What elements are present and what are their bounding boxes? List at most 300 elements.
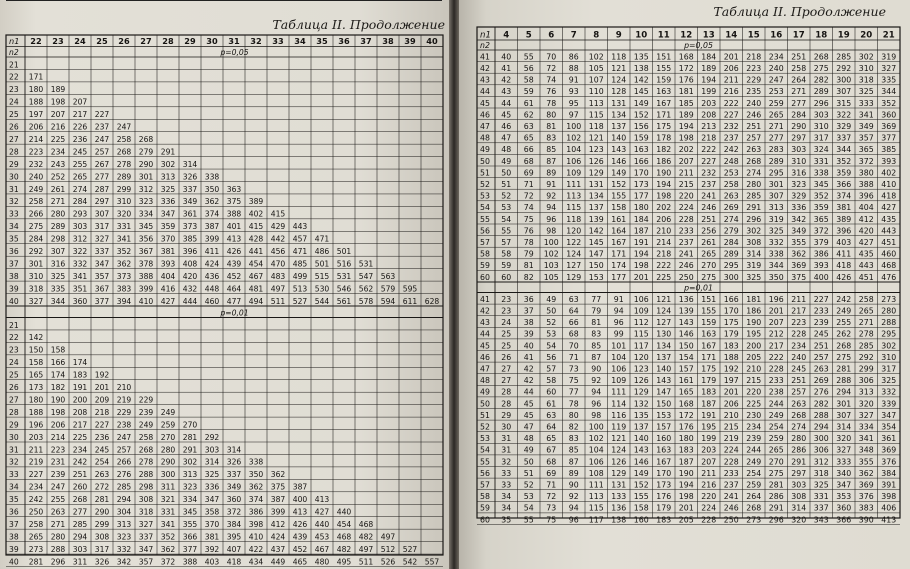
table-cell: 200: [746, 341, 762, 351]
column-header: 7: [570, 30, 577, 41]
table-cell: 339: [881, 399, 897, 409]
table-cell: 96: [613, 318, 624, 328]
table-cell: 237: [678, 238, 694, 247]
table-cell: 44: [501, 98, 512, 108]
table-cell: 310: [813, 122, 829, 131]
table-cell: 325: [160, 184, 176, 194]
table-cell: 389: [836, 214, 852, 224]
table-cell: 250: [678, 272, 694, 282]
table-cell: 389: [248, 197, 264, 207]
table-cell: 355: [858, 457, 874, 467]
table-cell: 429: [270, 222, 286, 232]
table-cell: 208: [701, 110, 717, 120]
table-cell: 410: [138, 296, 154, 306]
table-cell: 246: [746, 110, 762, 120]
row-label: 58: [480, 249, 490, 259]
table-cell: 240: [791, 352, 807, 362]
table-cell: 229: [746, 75, 762, 85]
table-cell: 412: [270, 519, 286, 529]
table-cell: 167: [656, 98, 672, 108]
table-cell: 374: [204, 209, 220, 219]
table-cell: 370: [160, 234, 176, 244]
table-cell: 60: [501, 272, 512, 282]
row-label: 56: [480, 226, 490, 236]
table-cell: 140: [633, 434, 649, 444]
table-cell: 242: [723, 145, 739, 155]
column-header: 12: [680, 30, 693, 41]
table-cell: 129: [633, 387, 649, 397]
table-cell: 173: [633, 180, 649, 189]
table-cell: 258: [28, 519, 44, 529]
table-cell: 199: [701, 87, 717, 97]
table-cell: 337: [182, 184, 198, 194]
table-cell: 211: [678, 168, 694, 178]
table-cell: 207: [701, 457, 717, 467]
table-cell: 307: [50, 247, 66, 256]
table-cell: 87: [568, 457, 579, 467]
table-cell: 327: [858, 410, 874, 420]
table-cell: 201: [94, 383, 110, 392]
table-cell: 263: [746, 145, 762, 155]
table-cell: 278: [138, 457, 154, 467]
table-cell: 185: [678, 98, 694, 108]
table-cell: 28: [501, 387, 512, 397]
table-cell: 261: [701, 238, 717, 247]
table-cell: 276: [116, 470, 132, 480]
row-label: 47: [480, 122, 490, 131]
table-cell: 406: [881, 503, 897, 513]
table-cell: 71: [568, 352, 579, 362]
table-cell: 109: [633, 306, 649, 316]
table-cell: 388: [138, 271, 154, 281]
table-cell: 249: [28, 184, 44, 194]
table-cell: 210: [723, 410, 739, 420]
table-cell: 118: [588, 122, 604, 131]
table-cell: 197: [723, 376, 739, 386]
table-cell: 294: [813, 422, 829, 432]
table-cell: 267: [94, 159, 110, 169]
table-cell: 194: [678, 480, 694, 490]
table-cell: 360: [881, 110, 897, 120]
table-cell: 123: [588, 145, 604, 155]
table-cell: 85: [568, 445, 579, 455]
table-cell: 55: [523, 515, 534, 525]
table-cell: 131: [611, 480, 627, 490]
table-cell: 112: [633, 318, 649, 328]
column-header: 4: [503, 30, 510, 41]
table-cell: 50: [501, 168, 512, 178]
table-cell: 342: [116, 557, 132, 567]
table-cell: 66: [523, 145, 534, 155]
table-cell: 48: [523, 434, 534, 444]
table-cell: 338: [248, 457, 264, 467]
table-cell: 73: [568, 364, 579, 374]
table-cell: 331: [160, 507, 176, 517]
table-cell: 29: [501, 410, 512, 420]
table-cell: 363: [226, 184, 242, 194]
table-cell: 381: [160, 247, 176, 256]
table-cell: 410: [248, 532, 264, 542]
table-cell: 381: [204, 532, 220, 542]
table-cell: 465: [292, 557, 308, 567]
table-cell: 150: [678, 341, 694, 351]
table-cell: 443: [881, 226, 897, 236]
table-cell: 205: [746, 352, 762, 362]
table-cell: 291: [160, 147, 176, 157]
table-cell: 290: [791, 122, 807, 131]
table-cell: 222: [768, 352, 784, 362]
table-cell: 388: [182, 557, 198, 567]
row-label: 27: [9, 395, 19, 405]
table-cell: 65: [523, 133, 534, 143]
table-cell: 68: [523, 156, 534, 166]
table-cell: 301: [138, 172, 154, 182]
table-cell: 452: [226, 271, 242, 281]
row-label: 30: [9, 432, 19, 442]
table-cell: 143: [678, 318, 694, 328]
table-cell: 278: [858, 329, 874, 339]
table-cell: 165: [678, 387, 694, 397]
table-cell: 38: [523, 318, 534, 328]
row-label: 50: [480, 156, 490, 166]
table-cell: 308: [94, 532, 110, 542]
table-cell: 427: [858, 238, 874, 247]
table-cell: 385: [182, 234, 198, 244]
table-cell: 135: [633, 410, 649, 420]
table-cell: 236: [72, 134, 88, 144]
table-cell: 420: [858, 226, 874, 236]
table-cell: 238: [116, 420, 132, 430]
table-cell: 387: [292, 482, 308, 492]
table-cell: 64: [546, 422, 557, 432]
table-cell: 241: [701, 191, 717, 201]
table-cell: 482: [336, 544, 352, 554]
row-label: 54: [480, 445, 490, 455]
table-cell: 325: [858, 87, 874, 97]
table-cell: 355: [182, 519, 198, 529]
table-cell: 294: [72, 532, 88, 542]
table-cell: 366: [836, 515, 852, 525]
table-cell: 454: [248, 259, 264, 269]
table-cell: 235: [746, 87, 762, 97]
table-cell: 377: [881, 133, 897, 143]
table-cell: 30: [501, 422, 512, 432]
table-cell: 418: [226, 557, 242, 567]
right-table-caption: Таблица II. Продолжение: [713, 4, 886, 19]
table-cell: 58: [546, 376, 557, 386]
table-cell: 227: [813, 294, 829, 304]
table-cell: 23: [501, 306, 512, 316]
table-cell: 171: [611, 249, 627, 259]
table-cell: 34: [501, 492, 512, 502]
table-cell: 329: [836, 122, 852, 131]
table-cell: 248: [723, 156, 739, 166]
table-cell: 314: [836, 422, 852, 432]
table-cell: 47: [501, 133, 512, 143]
column-header: 35: [316, 36, 328, 46]
table-cell: 187: [701, 399, 717, 409]
table-cell: 336: [160, 197, 176, 207]
row-label: 38: [9, 271, 19, 281]
table-cell: 167: [656, 457, 672, 467]
table-cell: 181: [678, 87, 694, 97]
table-cell: 207: [768, 318, 784, 328]
table-cell: 292: [204, 432, 220, 442]
table-cell: 173: [656, 480, 672, 490]
table-cell: 81: [546, 122, 557, 131]
table-cell: 398: [248, 519, 264, 529]
table-cell: 182: [656, 145, 672, 155]
table-cell: 95: [568, 98, 579, 108]
table-cell: 318: [138, 507, 154, 517]
table-cell: 59: [501, 261, 512, 271]
table-cell: 182: [50, 383, 66, 392]
table-cell: 51: [501, 180, 512, 189]
table-cell: 595: [402, 284, 418, 294]
table-cell: 155: [633, 492, 649, 502]
table-cell: 324: [813, 145, 829, 155]
table-cell: 228: [791, 329, 807, 339]
table-cell: 347: [94, 259, 110, 269]
table-cell: 179: [656, 503, 672, 513]
table-cell: 216: [723, 87, 739, 97]
table-cell: 407: [226, 544, 242, 554]
table-cell: 307: [94, 209, 110, 219]
table-cell: 325: [813, 480, 829, 490]
table-cell: 207: [678, 156, 694, 166]
row-label: 36: [9, 507, 19, 517]
table-cell: 325: [50, 271, 66, 281]
table-cell: 215: [746, 376, 762, 386]
table-cell: 360: [836, 503, 852, 513]
table-cell: 194: [633, 249, 649, 259]
table-cell: 263: [94, 470, 110, 480]
table-cell: 513: [292, 284, 308, 294]
table-cell: 163: [633, 145, 649, 155]
table-cell: 304: [116, 507, 132, 517]
table-cell: 273: [881, 294, 897, 304]
table-cell: 418: [881, 191, 897, 201]
table-cell: 527: [402, 544, 418, 554]
row-label: 50: [480, 399, 490, 409]
table-cell: 209: [94, 395, 110, 405]
table-cell: 113: [566, 191, 582, 201]
column-header: 21: [882, 30, 895, 41]
table-cell: 325: [768, 226, 784, 236]
table-cell: 331: [813, 492, 829, 502]
table-cell: 170: [633, 168, 649, 178]
table-cell: 146: [633, 457, 649, 467]
table-cell: 189: [701, 64, 717, 73]
table-cell: 263: [50, 507, 66, 517]
table-cell: 157: [656, 422, 672, 432]
column-header: 31: [228, 36, 240, 46]
corner-n1: n1: [9, 36, 20, 46]
table-cell: 63: [546, 410, 557, 420]
table-cell: 164: [611, 226, 627, 236]
table-cell: 303: [72, 222, 88, 232]
table-cell: 45: [523, 410, 534, 420]
table-cell: 269: [723, 203, 739, 213]
table-cell: 387: [270, 495, 286, 505]
table-cell: 303: [813, 110, 829, 120]
table-cell: 380: [858, 168, 874, 178]
row-label: 41: [480, 294, 490, 304]
table-cell: 279: [138, 147, 154, 157]
table-cell: 337: [836, 133, 852, 143]
table-cell: 26: [501, 352, 512, 362]
table-cell: 89: [568, 468, 579, 478]
table-cell: 202: [678, 145, 694, 155]
table-cell: 137: [611, 122, 627, 131]
column-header: 9: [615, 30, 622, 41]
table-cell: 369: [881, 445, 897, 455]
table-cell: 45: [523, 399, 534, 409]
table-cell: 288: [881, 318, 897, 328]
table-cell: 497: [270, 284, 286, 294]
table-cell: 249: [138, 420, 154, 430]
table-cell: 454: [336, 519, 352, 529]
table-cell: 268: [138, 445, 154, 455]
table-cell: 268: [72, 495, 88, 505]
table-cell: 428: [248, 234, 264, 244]
section-label: p=0,05: [220, 48, 249, 57]
table-cell: 220: [678, 191, 694, 201]
table-cell: 61: [523, 98, 534, 108]
column-header: 13: [702, 30, 715, 41]
table-cell: 376: [881, 457, 897, 467]
table-cell: 183: [723, 341, 739, 351]
table-cell: 39: [523, 329, 534, 339]
row-label: 45: [480, 341, 490, 351]
table-cell: 118: [611, 52, 627, 62]
table-cell: 121: [588, 133, 604, 143]
table-cell: 208: [72, 407, 88, 417]
table-cell: 258: [858, 294, 874, 304]
table-cell: 373: [116, 271, 132, 281]
table-cell: 282: [813, 399, 829, 409]
table-cell: 222: [656, 261, 672, 271]
table-cell: 32: [501, 457, 512, 467]
table-cell: 313: [116, 519, 132, 529]
row-label: 31: [9, 184, 19, 194]
table-cell: 65: [546, 434, 557, 444]
table-cell: 126: [611, 457, 627, 467]
table-cell: 310: [881, 352, 897, 362]
row-label: 31: [9, 445, 19, 455]
table-cell: 320: [836, 434, 852, 444]
table-cell: 265: [768, 445, 784, 455]
table-cell: 168: [678, 52, 694, 62]
table-cell: 352: [836, 156, 852, 166]
table-cell: 301: [28, 259, 44, 269]
table-cell: 229: [116, 407, 132, 417]
right-page: [459, 0, 910, 569]
column-header: 14: [725, 30, 738, 41]
table-cell: 211: [28, 445, 44, 455]
row-label: 32: [9, 197, 19, 207]
table-cell: 295: [768, 168, 784, 178]
table-cell: 347: [160, 209, 176, 219]
table-cell: 349: [858, 122, 874, 131]
table-cell: 276: [813, 387, 829, 397]
table-cell: 284: [723, 238, 739, 247]
table-cell: 196: [28, 420, 44, 430]
table-cell: 94: [591, 387, 602, 397]
table-cell: 183: [678, 445, 694, 455]
table-cell: 62: [523, 110, 534, 120]
table-cell: 316: [50, 259, 66, 269]
table-cell: 288: [813, 410, 829, 420]
table-cell: 78: [546, 98, 557, 108]
table-cell: 205: [678, 515, 694, 525]
table-cell: 216: [50, 122, 66, 132]
table-cell: 284: [791, 110, 807, 120]
table-cell: 293: [72, 209, 88, 219]
table-cell: 145: [588, 238, 604, 247]
table-cell: 257: [791, 387, 807, 397]
table-cell: 111: [566, 180, 582, 189]
column-header: 28: [162, 36, 174, 46]
row-label: 21: [9, 60, 19, 70]
column-header: 34: [294, 36, 306, 46]
table-cell: 352: [813, 191, 829, 201]
table-cell: 441: [248, 247, 264, 256]
table-cell: 90: [568, 480, 579, 490]
table-cell: 369: [791, 261, 807, 271]
table-cell: 413: [292, 507, 308, 517]
table-cell: 323: [116, 532, 132, 542]
table-cell: 317: [881, 364, 897, 374]
table-cell: 186: [656, 156, 672, 166]
table-cell: 341: [858, 434, 874, 444]
table-cell: 118: [566, 214, 582, 224]
table-cell: 257: [813, 352, 829, 362]
table-cell: 159: [656, 75, 672, 85]
table-cell: 56: [546, 352, 557, 362]
table-cell: 259: [160, 420, 176, 430]
table-cell: 115: [566, 203, 582, 213]
table-cell: 58: [523, 75, 534, 85]
table-cell: 222: [723, 98, 739, 108]
table-cell: 177: [611, 272, 627, 282]
column-header: 40: [426, 36, 438, 46]
table-cell: 145: [633, 87, 649, 97]
table-cell: 269: [813, 376, 829, 386]
table-cell: 434: [248, 557, 264, 567]
table-cell: 224: [723, 445, 739, 455]
table-cell: 387: [204, 222, 220, 232]
row-label: 52: [480, 180, 490, 189]
table-cell: 338: [768, 249, 784, 259]
table-cell: 223: [746, 64, 762, 73]
column-header: 15: [747, 30, 760, 41]
table-cell: 476: [881, 272, 897, 282]
table-cell: 134: [656, 341, 672, 351]
table-cell: 314: [226, 445, 242, 455]
table-cell: 55: [523, 52, 534, 62]
table-cell: 527: [292, 296, 308, 306]
table-cell: 183: [656, 515, 672, 525]
column-header: 25: [96, 36, 108, 46]
table-cell: 152: [633, 110, 649, 120]
table-cell: 89: [546, 168, 557, 178]
table-cell: 49: [546, 294, 557, 304]
table-cell: 362: [116, 259, 132, 269]
column-header: 29: [184, 36, 196, 46]
table-cell: 149: [633, 98, 649, 108]
table-cell: 85: [546, 145, 557, 155]
